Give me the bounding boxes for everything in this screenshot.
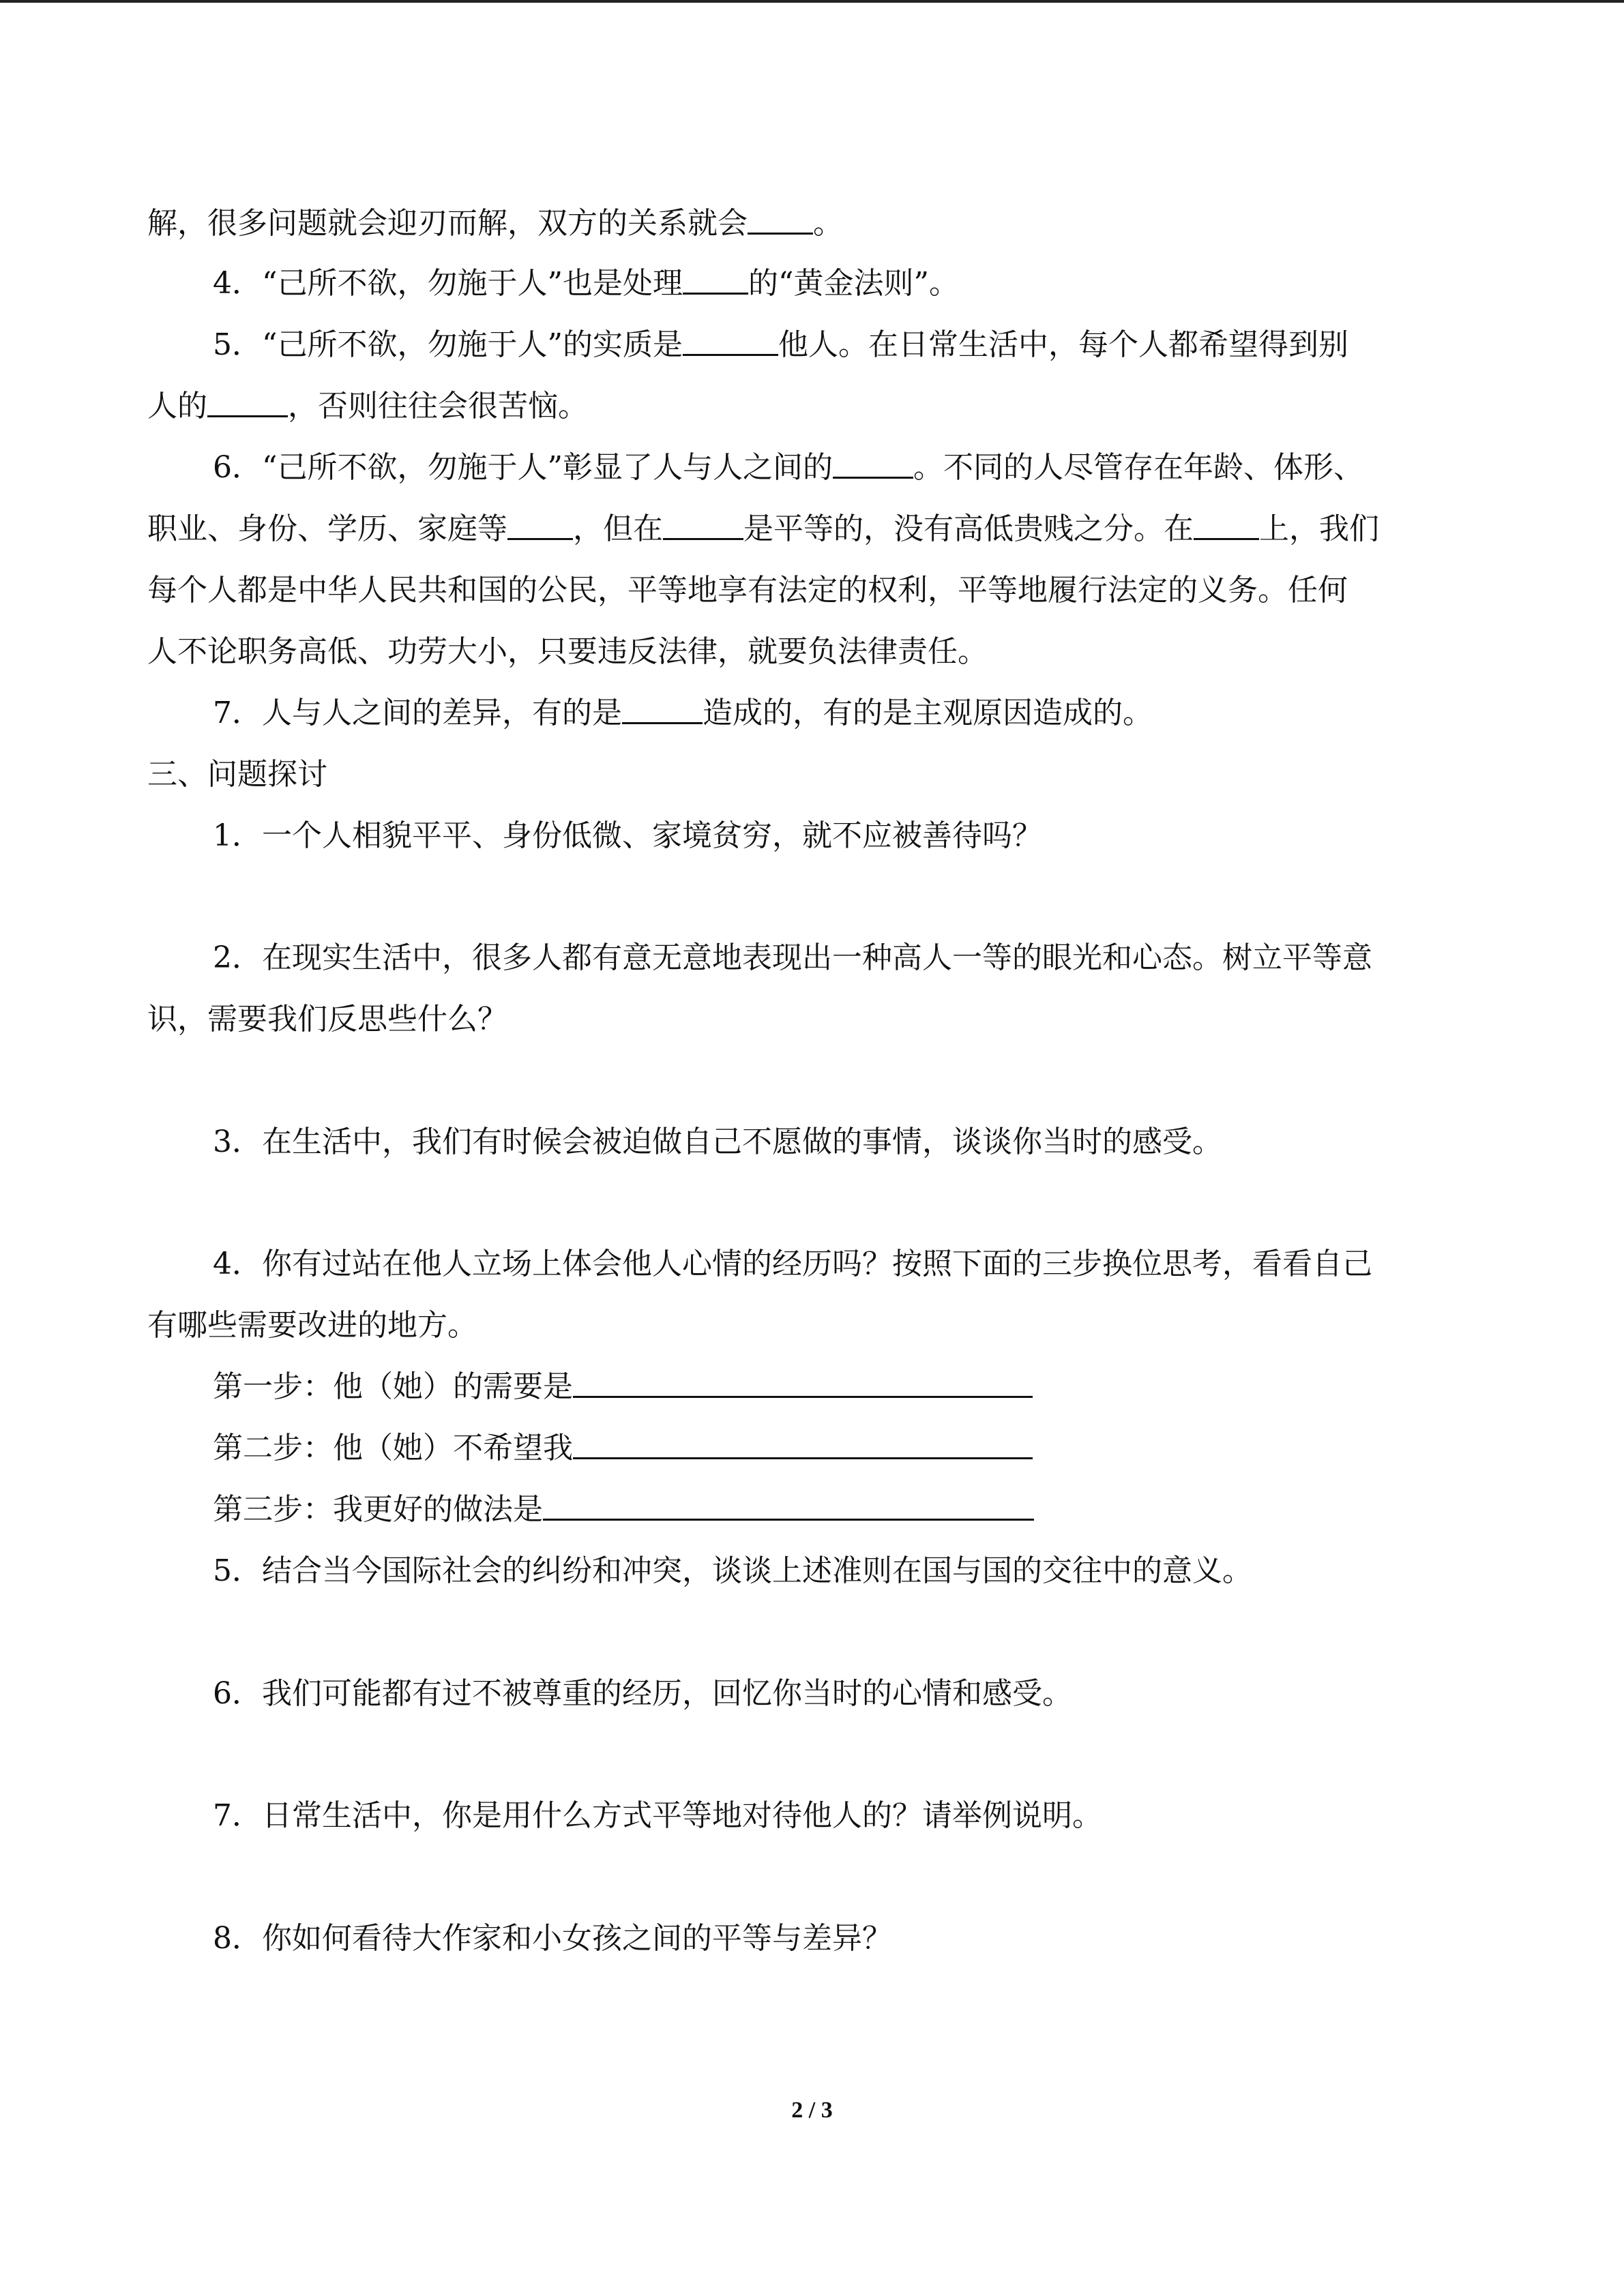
answer-blank[interactable] xyxy=(833,449,913,479)
step-1 xyxy=(213,1367,1033,1407)
text-segment: ，但在 xyxy=(573,511,663,546)
text-segment: 造成的，有的是主观原因造成的。 xyxy=(703,696,1153,730)
fill-in-item-4 xyxy=(213,263,959,304)
section-heading: 三、问题探讨 xyxy=(147,757,327,792)
step-label: 第一步：他（她）的需要是 xyxy=(213,1369,573,1404)
question-3: 3．在生活中，我们有时候会被迫做自己不愿做的事情，谈谈你当时的感受。 xyxy=(213,1124,1222,1159)
text-segment: 4．“己所不欲，勿施于人”也是处理 xyxy=(213,266,683,301)
fill-in-item-7 xyxy=(213,693,1153,734)
page-number: 2 / 3 xyxy=(791,2098,833,2123)
answer-blank[interactable] xyxy=(207,388,288,417)
text-segment: 。不同的人尽管存在年龄、体形、 xyxy=(913,450,1363,485)
top-border-line xyxy=(0,0,1624,3)
text-segment: 职业、身份、学历、家庭等 xyxy=(147,511,507,546)
question-1: 1．一个人相貌平平、身份低微、家境贫穷，就不应被善待吗？ xyxy=(213,818,1042,853)
question-4: 4．你有过站在他人立场上体会他人心情的经历吗？按照下面的三步换位思考，看看自己 xyxy=(213,1247,1372,1281)
fill-in-item-3-continued xyxy=(147,203,843,244)
answer-line[interactable] xyxy=(543,1491,1034,1521)
step-label: 第二步：他（她）不希望我 xyxy=(213,1431,573,1465)
answer-blank[interactable] xyxy=(683,265,748,295)
step-label: 第三步：我更好的做法是 xyxy=(213,1492,543,1527)
step-3 xyxy=(213,1489,1034,1530)
answer-blank[interactable] xyxy=(683,327,778,356)
text-segment: 是平等的，没有高低贵贱之分。在 xyxy=(743,511,1194,546)
answer-line[interactable] xyxy=(573,1369,1033,1398)
paragraph-line: 人不论职务高低、功劳大小，只要违反法律，就要负法律责任。 xyxy=(147,634,988,669)
fill-in-item-5-continued xyxy=(147,386,588,427)
text-segment: 。 xyxy=(813,206,843,241)
text-segment: 7．人与人之间的差异，有的是 xyxy=(213,696,622,730)
question-6: 6．我们可能都有过不被尊重的经历，回忆你当时的心情和感受。 xyxy=(213,1676,1072,1711)
step-2 xyxy=(213,1428,1033,1469)
fill-in-item-6 xyxy=(213,447,1363,488)
question-7: 7．日常生活中，你是用什么方式平等地对待他人的？请举例说明。 xyxy=(213,1798,1102,1833)
text-segment: 6．“己所不欲，勿施于人”彰显了人与人之间的 xyxy=(213,450,833,485)
fill-in-item-5 xyxy=(213,325,1348,366)
text-segment: 他人。在日常生活中，每个人都希望得到别 xyxy=(778,327,1348,362)
fill-in-item-6-line-2 xyxy=(147,509,1379,550)
answer-blank[interactable] xyxy=(507,511,573,540)
text-segment: 5．“己所不欲，勿施于人”的实质是 xyxy=(213,327,683,362)
text-segment: 解，很多问题就会迎刃而解，双方的关系就会 xyxy=(147,206,748,241)
question-2-continued: 识，需要我们反思些什么？ xyxy=(147,1002,507,1037)
text-segment: 人的 xyxy=(147,389,207,423)
question-2: 2．在现实生活中，很多人都有意无意地表现出一种高人一等的眼光和心态。树立平等意 xyxy=(213,940,1372,975)
answer-blank[interactable] xyxy=(1194,511,1259,540)
answer-blank[interactable] xyxy=(748,205,813,235)
answer-line[interactable] xyxy=(573,1430,1033,1459)
question-8: 8．你如何看待大作家和小女孩之间的平等与差异？ xyxy=(213,1921,892,1956)
question-5: 5．结合当今国际社会的纠纷和冲突，谈谈上述准则在国与国的交往中的意义。 xyxy=(213,1553,1252,1588)
text-segment: ，否则往往会很苦恼。 xyxy=(288,389,588,423)
text-segment: 的“黄金法则”。 xyxy=(748,266,959,301)
answer-blank[interactable] xyxy=(622,695,703,724)
answer-blank[interactable] xyxy=(663,511,743,540)
question-4-continued: 有哪些需要改进的地方。 xyxy=(147,1308,477,1343)
paragraph-line: 每个人都是中华人民共和国的公民，平等地享有法定的权利，平等地履行法定的义务。任何 xyxy=(147,573,1348,608)
text-segment: 上，我们 xyxy=(1259,511,1379,546)
